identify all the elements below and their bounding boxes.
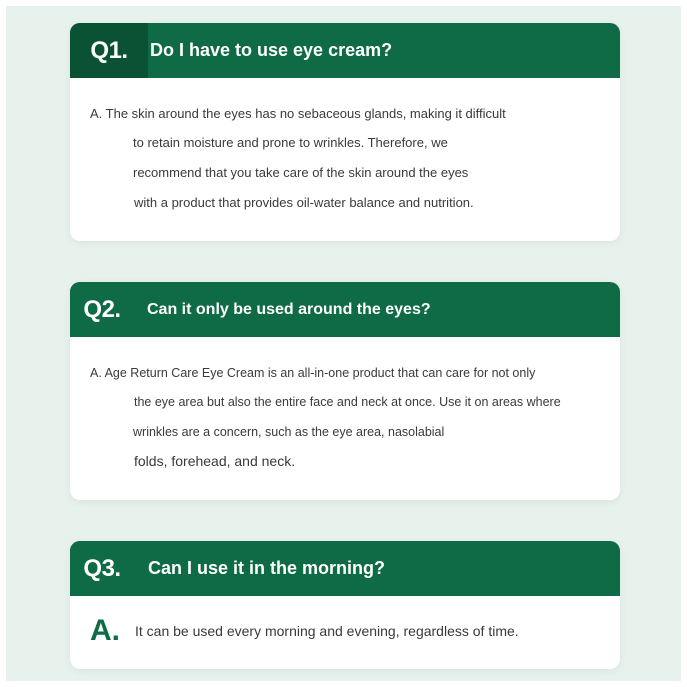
answer-line: to retain moisture and prone to wrinkles. Therefore, we [133, 135, 448, 150]
answer-prefix: A. [90, 614, 120, 647]
question-number: Q1. [70, 23, 148, 78]
question-title: Do I have to use eye cream? [150, 40, 393, 60]
question-header [70, 541, 620, 596]
answer-line: recommend that you take care of the skin around the eyes [133, 165, 469, 180]
answer-line: with a product that provides oil-water balance and nutrition. [134, 195, 474, 210]
answer-line: It can be used every morning and evening, regardless of time. [135, 623, 519, 639]
answer-line: A. Age Return Care Eye Cream is an all-in-one product that can care for not only [90, 366, 536, 380]
answer-line: folds, forehead, and neck. [134, 453, 296, 469]
answer-line: A. The skin around the eyes has no sebaceous glands, making it difficult [90, 106, 506, 121]
question-header [70, 282, 620, 337]
faq-card-1 [70, 23, 620, 241]
answer-line: the eye area but also the entire face and neck at once. Use it on areas where [134, 395, 561, 409]
faq-card-2 [70, 282, 620, 500]
question-header [70, 23, 620, 78]
question-title: Can I use it in the morning? [148, 558, 386, 578]
question-title: Can it only be used around the eyes? [147, 300, 431, 318]
answer-line: wrinkles are a concern, such as the eye area, nasolabial [133, 425, 445, 439]
question-number: Q3. [70, 541, 134, 596]
faq-card-3 [70, 541, 620, 669]
question-number: Q2. [70, 282, 134, 337]
